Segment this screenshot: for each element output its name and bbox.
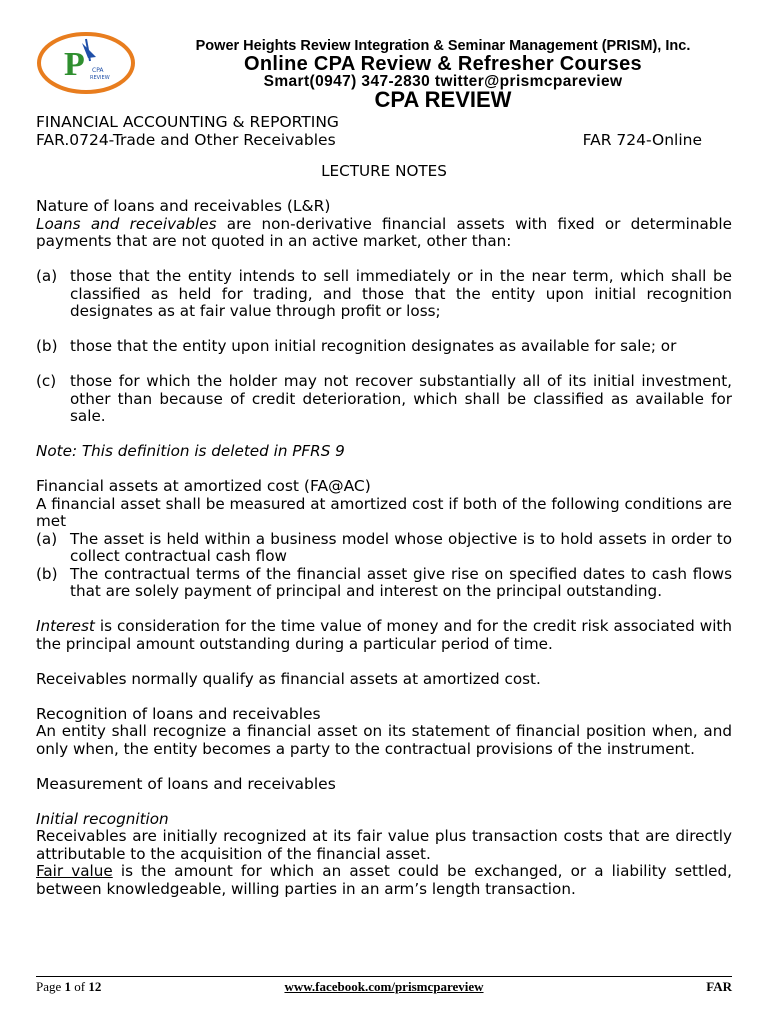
svg-text:REVIEW: REVIEW: [90, 75, 110, 81]
svg-text:P: P: [64, 46, 85, 83]
section-heading-measurement: Measurement of loans and receivables: [36, 774, 336, 793]
subject-line: FINANCIAL ACCOUNTING & REPORTING: [36, 113, 339, 131]
paragraph-fair-value: Fair value is the amount for which an asset could be exchanged, or a liability settled, between knowledgeable, willing parties in an arm’s length transaction.: [36, 862, 732, 898]
course-code: FAR 724-Online: [582, 131, 702, 149]
lecture-title: LECTURE NOTES: [321, 162, 447, 180]
list-item: (a) those that the entity intends to sell immediately or in the near term, which shall be classified as held for trading, and those that the entity upon initial recognition designates as at fair value through profit or loss;: [36, 267, 732, 320]
paragraph-receivables: Receivables normally qualify as financial assets at amortized cost.: [36, 669, 541, 688]
org-name: Power Heights Review Integration & Seminar Management (PRISM), Inc.: [195, 38, 691, 54]
course-title: Online CPA Review & Refresher Courses: [244, 53, 642, 75]
facebook-link[interactable]: www.facebook.com/prismcpareview: [284, 979, 484, 994]
section-heading-recognition: Recognition of loans and receivables: [36, 704, 321, 723]
paragraph-interest: Interest is consideration for the time value of money and for the credit risk associated with the principal amount outstanding during a particular period of time.: [36, 617, 732, 653]
paragraph-lr-definition: Loans and receivables are non-derivative financial assets with fixed or determinable payments that are not quoted in an active market, other than:: [36, 214, 732, 250]
list-item: (a) The asset is held within a business model whose objective is to hold assets in order to collect contractual cash flow: [36, 529, 732, 565]
section-heading-nature: Nature of loans and receivables (L&R): [36, 197, 331, 215]
paragraph-initial-recognition: Receivables are initially recognized at its fair value plus transaction costs that are directly attributable to the acquisition of the financial asset.: [36, 827, 732, 863]
contact-info: Smart(0947) 347-2830 twitter@prismcpareview: [263, 73, 623, 90]
footer-subject: FAR: [706, 979, 732, 994]
subheading-initial-recognition: Initial recognition: [36, 809, 169, 828]
svg-text:CPA: CPA: [92, 67, 104, 74]
cpa-review-title: CPA REVIEW: [374, 87, 512, 112]
page-number: Page 1 of 12: [36, 979, 102, 994]
footer-divider: [36, 976, 732, 977]
list-item: (b) those that the entity upon initial recognition designates as available for sale; or: [36, 337, 677, 355]
lecture-body: [36, 163, 732, 898]
paragraph-faac-intro: A financial asset shall be measured at amortized cost if both of the following conditions are met: [36, 494, 732, 530]
topic-line: FAR.0724-Trade and Other Receivables: [36, 131, 336, 149]
pfrs-note: Note: This definition is deleted in PFRS 9: [36, 442, 345, 460]
paragraph-recognition: An entity shall recognize a financial asset on its statement of financial position when, and only when, the entity becomes a party to the contractual provisions of the instrument.: [36, 722, 732, 758]
section-heading-faac: Financial assets at amortized cost (FA@AC): [36, 477, 371, 495]
list-item: (c) those for which the holder may not recover substantially all of its initial investment, other than because of credit deterioration, which shall be classified as available for sale.: [36, 372, 732, 425]
list-item: (b) The contractual terms of the financial asset give rise on specified dates to cash flows that are solely payment of principal and interest on the principal outstanding.: [36, 564, 732, 600]
